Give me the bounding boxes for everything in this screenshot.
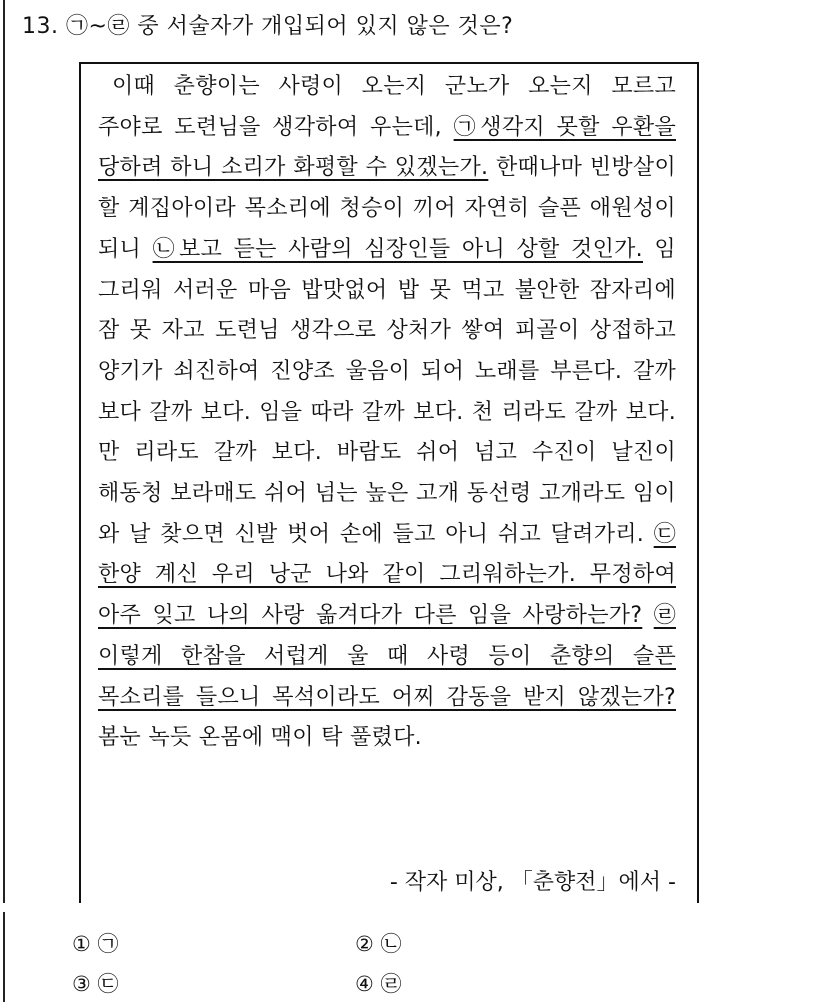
passage-source: - 작자 미상, 「춘향전」에서 - — [389, 870, 676, 895]
choice-2[interactable]: ② ㉡ — [355, 932, 402, 956]
passage-segment-3: 임 그리워 서러운 마음 밥맛없어 밥 못 먹고 불안한 잠자리에 잠 못 자고 도련님 생각으로 상처가 쌓여 피골이 상접하고 양기가 쇠진하여 진양조 울음이 되어 노래를 부른다. 갈까 보다 갈까 보다. 임을 따라 갈까 보다. 천 리라도 갈까 보다. 만 리라도 갈까 보다. 바람도 쉬어 넘고 수진이 날진이 해동청 보라매도 쉬어 넘는 높은 고개 동선령 고개라도 임이 와 날 찾으면 신발 벗어 손에 들고 아니 쉬고 달려가리. — [98, 236, 676, 547]
underlined-mark-c: ㉢한양 계신 우리 낭군 나와 같이 그리워하는가. 무정하여 아주 잊고 나의 사랑 옮겨다가 다른 임을 사랑하는가? — [98, 521, 676, 629]
choice-1[interactable]: ① ㉠ — [72, 932, 119, 956]
underlined-mark-b: ㉡보고 듣는 사람의 심장인들 아니 상할 것인가. — [152, 236, 643, 262]
passage-segment-4 — [642, 603, 653, 628]
choice-3[interactable]: ③ ㉢ — [72, 972, 119, 996]
left-margin-rule-lower — [3, 912, 5, 1002]
passage-text — [98, 67, 676, 759]
left-margin-rule — [3, 0, 5, 903]
passage-segment-5: 봄눈 녹듯 온몸에 맥이 탁 풀렸다. — [98, 725, 422, 751]
question-stem: 13. ㉠~㉣ 중 서술자가 개입되어 있지 않은 것은? — [22, 14, 514, 39]
underlined-mark-a: ㉠생각지 못할 우환을 당하려 하니 소리가 화평할 수 있겠는가. — [98, 114, 676, 181]
underlined-mark-d: ㉣이렇게 한참을 서럽게 울 때 사령 등이 춘향의 슬픈 목소리를 들으니 목석이라도 어찌 감동을 받지 않겠는가? — [98, 603, 676, 710]
choice-4[interactable]: ④ ㉣ — [355, 972, 402, 996]
passage-segment-2: 한때나마 빈방살이 할 계집아이라 목소리에 청승이 끼어 자연히 슬픈 애원성이 되니 — [98, 155, 676, 262]
passage-segment-1: 이때 춘향이는 사령이 오는지 군노가 오는지 모르고 주야로 도련님을 생각하여 우는데, — [98, 74, 676, 140]
